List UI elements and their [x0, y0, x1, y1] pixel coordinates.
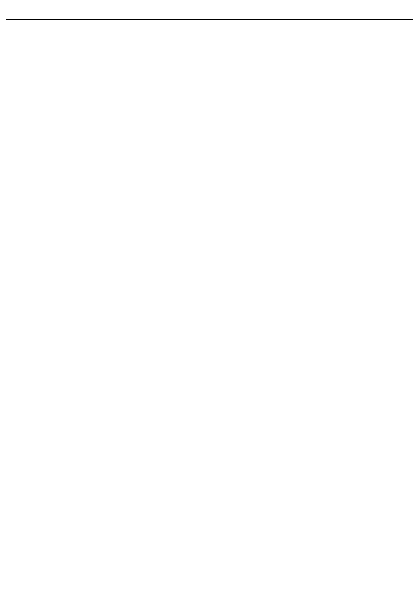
header-rule: [6, 19, 413, 20]
toc: [6, 23, 413, 24]
brand: [6, 6, 16, 17]
page-header: [6, 4, 413, 18]
